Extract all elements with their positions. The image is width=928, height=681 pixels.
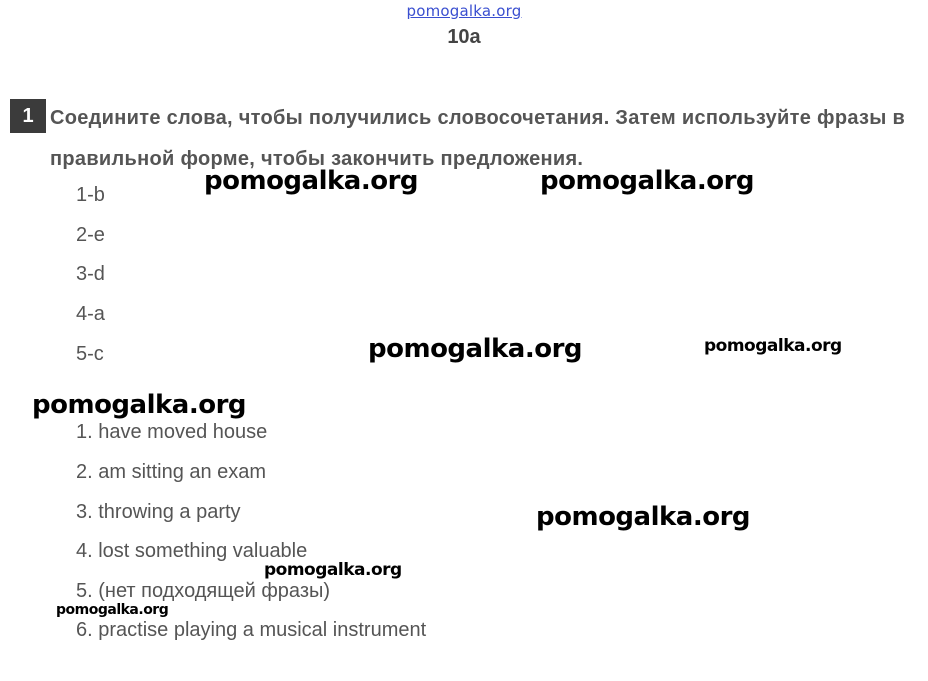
sentence-answer: 2. am sitting an exam <box>76 461 267 483</box>
sentence-answer: 1. have moved house <box>76 421 268 443</box>
match-answer: 4-a <box>76 303 105 325</box>
watermark: pomogalka.org <box>56 602 169 618</box>
sentence-answer: 3. throwing a party <box>76 501 241 523</box>
lesson-title: 10a <box>447 26 481 48</box>
watermark: pomogalka.org <box>704 336 842 356</box>
sentence-answer: 4. lost something valuable <box>76 540 308 562</box>
watermark: pomogalka.org <box>32 390 247 420</box>
watermark: pomogalka.org <box>536 502 751 532</box>
match-answer: 3-d <box>76 263 105 285</box>
watermark: pomogalka.org <box>204 166 419 196</box>
site-header-link[interactable]: pomogalka.org <box>406 2 522 20</box>
task-number-badge: 1 <box>10 99 46 133</box>
task-instruction: Соедините слова, чтобы получились словосочетания. Затем используйте фразы в правильной форме, чтобы закончить предложения. <box>50 107 906 170</box>
match-answer: 2-e <box>76 224 105 246</box>
watermark: pomogalka.org <box>540 166 755 196</box>
sentence-answer: 6. practise playing a musical instrument <box>76 619 427 641</box>
match-answer: 1-b <box>76 184 105 206</box>
watermark: pomogalka.org <box>264 560 402 580</box>
watermark: pomogalka.org <box>368 334 583 364</box>
sentence-answer: 5. (нет подходящей фразы) <box>76 580 331 602</box>
match-answer: 5-c <box>76 343 104 365</box>
